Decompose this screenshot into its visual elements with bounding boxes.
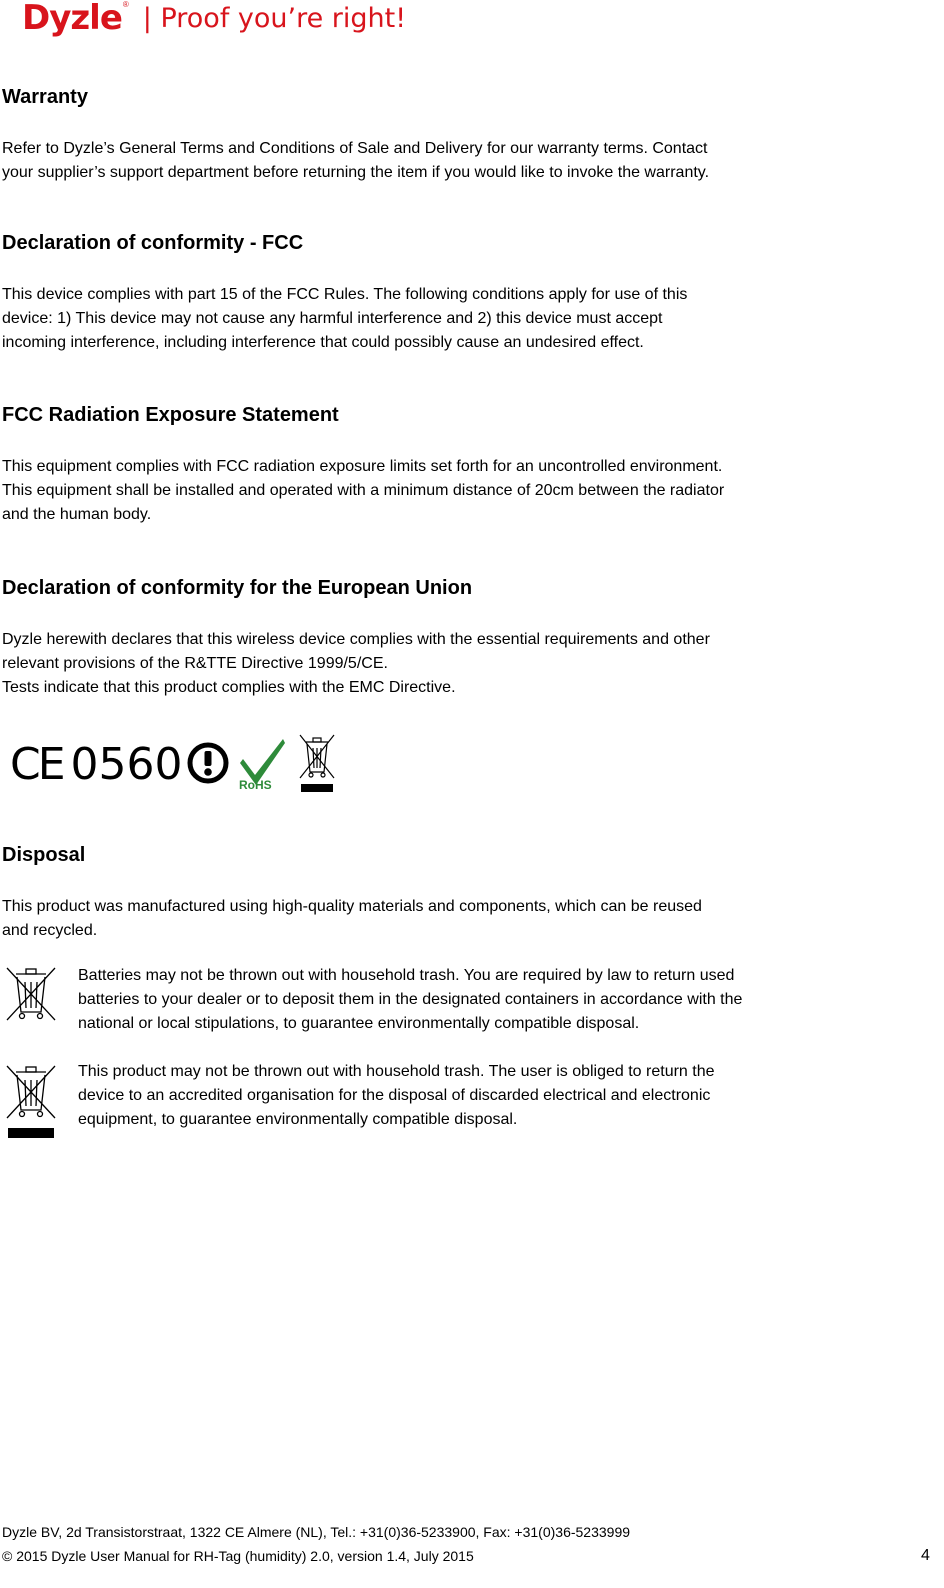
footer-copyright: © 2015 Dyzle User Manual for RH-Tag (humidity) 2.0, version 1.4, July 2015 (2, 1548, 474, 1564)
radiation-line: and the human body. (2, 506, 152, 523)
fcc-line: device: 1) This device may not cause any harmful interference and 2) this device must accept (2, 310, 663, 327)
page-number: 4 (921, 1547, 930, 1564)
eu-line: relevant provisions of the R&TTE Directive 1999/5/CE. (2, 655, 388, 672)
disposal-heading: Disposal (2, 844, 86, 866)
conformity-marks (10, 733, 337, 797)
crossed-bin-bar-icon (2, 1062, 60, 1151)
warranty-line: your supplier’s support department before returning the item if you would like to invoke the warranty. (2, 164, 710, 181)
footer-address: Dyzle BV, 2d Transistorstraat, 1322 CE Almere (NL), Tel.: +31(0)36-5233900, Fax: +31(0)36-5233999 (2, 1524, 631, 1540)
eu-line: Dyzle herewith declares that this wireless device complies with the essential requirements and other (2, 631, 710, 648)
tagline: | Proof you’re right! (142, 2, 407, 34)
ce-mark: CE (10, 739, 63, 790)
crossed-bin-bar-icon (297, 732, 337, 799)
registered-mark: ® (122, 0, 129, 9)
radiation-line: This equipment complies with FCC radiation exposure limits set forth for an uncontrolled environment. (2, 458, 723, 475)
notified-body-number: 0560 (70, 739, 183, 790)
disposal-line: and recycled. (2, 922, 98, 939)
page-header (22, 0, 406, 48)
eu-heading: Declaration of conformity for the European Union (2, 577, 473, 599)
disposal-item-line: national or local stipulations, to guarantee environmentally compatible disposal. (78, 1015, 640, 1032)
radiation-heading: FCC Radiation Exposure Statement (2, 404, 339, 426)
rohs-label: RoHS (238, 777, 272, 791)
disposal-item-line: Batteries may not be thrown out with household trash. You are required by law to return used (78, 967, 735, 984)
radiation-line: This equipment shall be installed and operated with a minimum distance of 20cm between the radiator (2, 482, 725, 499)
alert-circle-icon (187, 742, 229, 789)
disposal-item-line: device to an accredited organisation for the disposal of discarded electrical and electronic (78, 1087, 711, 1104)
warranty-heading: Warranty (2, 86, 88, 108)
crossed-bin-icon (2, 964, 60, 1029)
fcc-line: This device complies with part 15 of the FCC Rules. The following conditions apply for use of this (2, 286, 688, 303)
disposal-item-line: equipment, to guarantee environmentally compatible disposal. (78, 1111, 518, 1128)
eu-line: Tests indicate that this product complies with the EMC Directive. (2, 679, 456, 696)
disposal-item-line: batteries to your dealer or to deposit them in the designated containers in accordance with the (78, 991, 743, 1008)
disposal-item-line: This product may not be thrown out with household trash. The user is obliged to return the (78, 1063, 715, 1080)
dyzle-logo: Dyzle (22, 0, 122, 38)
rohs-mark (237, 735, 289, 796)
warranty-line: Refer to Dyzle’s General Terms and Conditions of Sale and Delivery for our warranty terms. Contact (2, 140, 708, 157)
fcc-line: incoming interference, including interference that could possibly cause an undesired effect. (2, 334, 644, 351)
disposal-line: This product was manufactured using high-quality materials and components, which can be reused (2, 898, 702, 915)
fcc-heading: Declaration of conformity - FCC (2, 232, 304, 254)
